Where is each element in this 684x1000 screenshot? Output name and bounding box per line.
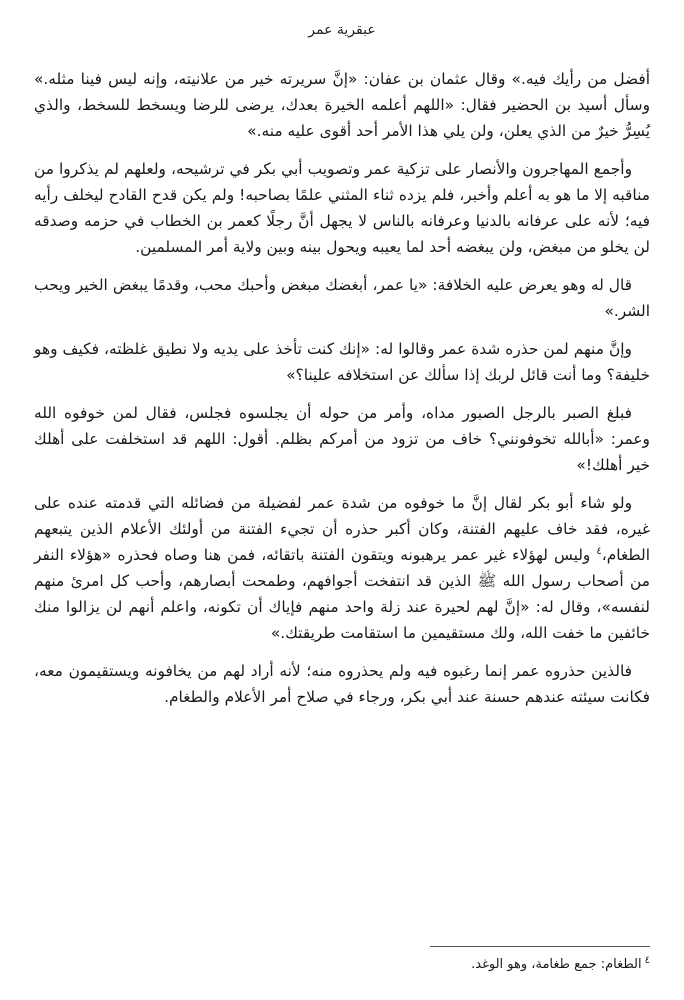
footnote-divider — [430, 946, 650, 947]
running-header: عبقرية عمر — [308, 22, 376, 38]
footnote-text: الطغام: جمع طغامة، وهو الوغد. — [471, 957, 642, 972]
paragraph-5: فبلغ الصبر بالرجل الصبور مداه، وأمر من حوله أن يجلسوه فجلس، فقال لمن خوفوه الله وعمر: «أبالله تخوفونني؟ خاف من تزود من أمركم بظلم. أقول: اللهم قد استخلفت على أهلك خير أهلك!» — [34, 404, 650, 474]
paragraph-4: وإنَّ منهم لمن حذره شدة عمر وقالوا له: «إنك كنت تأخذ على يديه ولا نطيق غلظته، فكيف وهو خليفة؟ وما أنت قائل لربك إذا سألك عن استخلافه علينا؟» — [34, 340, 650, 384]
paragraph-6 — [34, 490, 650, 646]
footnote-number: ٤ — [644, 954, 650, 966]
footnote — [34, 956, 650, 974]
paragraph-2: وأجمع المهاجرون والأنصار على تزكية عمر وتصويب أبي بكر في ترشيحه، ولعلهم لم يذكروا من مناقبه إلا ما هو به أعلم وأخبر، فلم يزده ثناء المثني علمًا بصاحبه! ولم يكن قدح القادح ليخلف رأيه فيه؛ لأنه على عرفانه بالدنيا وعرفانه بالناس لا يجهل أنَّ رجلًا كعمر بن الخطاب في حزمه وصدقه لن يخلو من مبغض، ولن يبغضه أحد لما يعيبه ويحول بينه وبين ولاية أمر المسلمين. — [34, 160, 650, 256]
footnote-reference[interactable]: ٤ — [596, 545, 602, 557]
paragraph-1: أفضل من رأيك فيه.» وقال عثمان بن عفان: «إنَّ سريرته خير من علانيته، وإنه ليس فينا مثله.» وسأل أسيد بن الحضير فقال: «اللهم أعلمه الخيرة بعدك، يرضى للرضا ويسخط للسخط، والذي يُسِرُّ خيرٌ من الذي يعلن، ولن يلي هذا الأمر أحد أقوى عليه منه.» — [34, 70, 650, 140]
paragraph-6-part-1: ولو شاء أبو بكر لقال إنَّ ما خوفوه من شدة عمر لفضيلة من فضائله التي قدمته عنده على غيره، فقد خاف عليهم الفتنة، وكان أكبر حذره أن تجيء الفتنة من أولئك الأعلام الذين يتبعهم الطغام، — [34, 494, 650, 564]
paragraph-3: قال له وهو يعرض عليه الخلافة: «يا عمر، أبغضك مبغض وأحبك محب، وقدمًا يبغض الخير ويحب الشر.» — [34, 276, 650, 320]
body-text — [34, 66, 650, 722]
paragraph-7: فالذين حذروه عمر إنما رغبوه فيه ولم يحذروه منه؛ لأنه أراد لهم من يخافونه ويستقيمون معه، فكانت سيئته عندهم حسنة عند أبي بكر، ورجاء في صلاح أمر الأعلام والطغام. — [34, 662, 650, 706]
paragraph-6-part-2: وليس لهؤلاء غير عمر يرهبونه ويتقون الفتنة باتقائه، فمن هنا وصاه فحذره «هؤلاء النفر من أصحاب رسول الله ﷺ الذين قد انتفخت أجوافهم، وطمحت أبصارهم، وأحب كل امرئ منهم لنفسه»، وقال له: «إنَّ لهم لحيرة عند زلة واحد منهم فإياك أن تكونه، واعلم أنهم لن يزالوا منك خائفين ما خفت الله، ولك مستقيمين ما استقامت طريقتك.» — [34, 546, 650, 642]
